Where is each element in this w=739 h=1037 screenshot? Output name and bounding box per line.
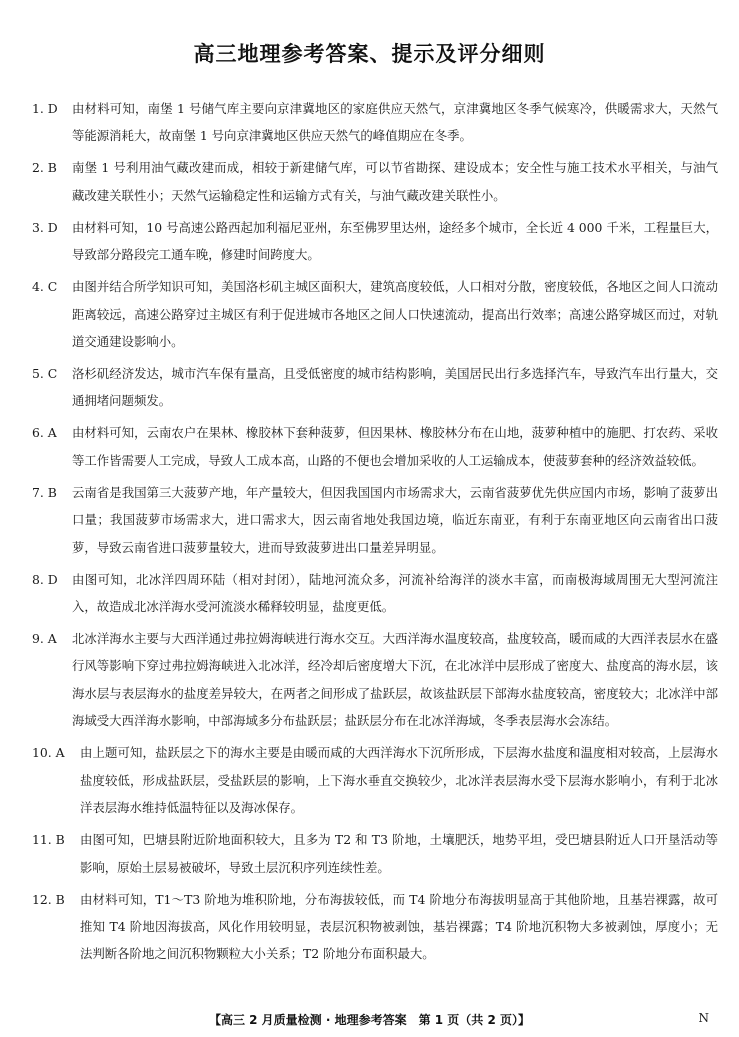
answer-text: 北冰洋海水主要与大西洋通过弗拉姆海峡进行海水交互。大西洋海水温度较高，盐度较高，暖而咸的大西洋表层水在盛行风等影响下穿过弗拉姆海峡进入北冰洋，经冷却后密度增大下沉，在北冰洋中层形成了密度大、盐度高的海水层，该海水层与表层海水的盐度差异较大，在两者之间形成了盐跃层，故该盐跃层下部海水盐度较高，密度较大；北冰洋中部海域受大西洋海水影响，中部海域多分布盐跃层；盐跃层分布在北冰洋海域，冬季表层海水会冻结。: [72, 631, 718, 729]
answer-number: 6. A: [32, 425, 57, 441]
answer-text: 由材料可知，T1～T3 阶地为堆积阶地，分布海拔较低，而 T4 阶地分布海拔明显高于其他阶地，且基岩裸露，故可推知 T4 阶地因海拔高，风化作用较明显，表层沉积物被剥蚀，基岩裸露；T4 阶地沉积物大多被剥蚀，厚度小；无法判断各阶地之间沉积物颗粒大小关系；T2 阶地分布面积最大。: [80, 891, 718, 962]
answer-text: 由材料可知，云南农户在果林、橡胶林下套种菠萝，但因果林、橡胶林分布在山地，菠萝种植中的施肥、打农药、采收等工作皆需要人工完成，导致人工成本高，山路的不便也会增加采收的人工运输成本，使菠萝套种的经济效益较低。: [72, 425, 718, 468]
page-footer: 【高三 2 月质量检测 · 地理参考答案 第 1 页（共 2 页）】: [208, 1013, 531, 1027]
answer-number: 2. B: [32, 160, 57, 176]
answer-number: 4. C: [32, 279, 58, 295]
answer-item: [32, 566, 718, 621]
answer-number: 10. A: [32, 745, 65, 761]
page-title: 高三地理参考答案、提示及评分细则: [193, 42, 546, 66]
answer-item: [32, 95, 718, 150]
answer-number: 3. D: [32, 219, 58, 235]
answer-text: 由材料可知，南堡 1 号储气库主要向京津冀地区的家庭供应天然气，京津冀地区冬季气候寒冷，供暖需求大，天然气等能源消耗大，故南堡 1 号向京津冀地区供应天然气的峰值期应在冬季。: [72, 101, 718, 144]
answer-list: [32, 95, 718, 972]
answer-number: 9. A: [32, 631, 57, 647]
corner-mark: N: [698, 1011, 709, 1025]
answer-text: 由上题可知，盐跃层之下的海水主要是由暖而咸的大西洋海水下沉所形成，下层海水盐度和温度相对较高，上层海水盐度较低，形成盐跃层，受盐跃层的影响，上下海水垂直交换较少，北冰洋表层海水受下层海水影响小，有利于北冰洋表层海水维持低温特征以及海冰保存。: [80, 745, 718, 816]
answer-item: [32, 739, 718, 821]
answer-text: 由图可知，巴塘县附近阶地面积较大，且多为 T2 和 T3 阶地，土壤肥沃，地势平坦，受巴塘县附近人口开垦活动等影响，原始土层易被破坏，导致土层沉积序列连续性差。: [80, 832, 718, 875]
answer-item: [32, 273, 718, 355]
answer-item: [32, 214, 718, 269]
answer-number: 12. B: [32, 891, 65, 907]
answer-text: 洛杉矶经济发达，城市汽车保有量高，且受低密度的城市结构影响，美国居民出行多选择汽车，导致汽车出行量大，交通拥堵问题频发。: [72, 366, 718, 409]
answer-item: [32, 826, 718, 881]
answer-text: 南堡 1 号利用油气藏改建而成，相较于新建储气库，可以节省勘探、建设成本；安全性与施工技术水平相关，与油气藏改建关联性小；天然气运输稳定性和运输方式有关，与油气藏改建关联性小。: [72, 160, 718, 203]
answer-text: 由图可知，北冰洋四周环陆（相对封闭），陆地河流众多，河流补给海洋的淡水丰富，而南极海域周围无大型河流注入，故造成北冰洋海水受河流淡水稀释较明显，盐度更低。: [72, 571, 718, 615]
answer-number: 1. D: [32, 101, 58, 116]
answer-text: 由材料可知，10 号高速公路西起加利福尼亚州，东至佛罗里达州，途经多个城市，全长近 4 000 千米，工程量巨大，导致部分路段完工通车晚，修建时间跨度大。: [72, 219, 718, 263]
answer-text: 由图并结合所学知识可知，美国洛杉矶主城区面积大，建筑高度较低，人口相对分散，密度较低，各地区之间人口流动距离较远，高速公路穿过主城区有利于促进城市各地区之间人口快速流动，提高出行效率；高速公路穿城区而过，对轨道交通建设影响小。: [72, 279, 718, 350]
answer-item: [32, 360, 718, 415]
answer-item: [32, 154, 718, 209]
answer-number: 11. B: [32, 832, 65, 848]
answer-text: 云南省是我国第三大菠萝产地，年产量较大，但因我国国内市场需求大，云南省菠萝优先供应国内市场，影响了菠萝出口量；我国菠萝市场需求大，进口需求大，因云南省地处我国边境，临近东南亚，有利于东南亚地区向云南省出口菠萝，导致云南省进口菠萝量较大，进而导致菠萝进出口量差异明显。: [72, 484, 718, 555]
answer-number: 7. B: [32, 484, 57, 500]
answer-number: 8. D: [32, 571, 58, 587]
answer-item: [32, 479, 718, 561]
answer-item: [32, 886, 718, 968]
answer-item: [32, 419, 718, 474]
answer-number: 5. C: [32, 366, 58, 382]
answer-item: [32, 625, 718, 735]
